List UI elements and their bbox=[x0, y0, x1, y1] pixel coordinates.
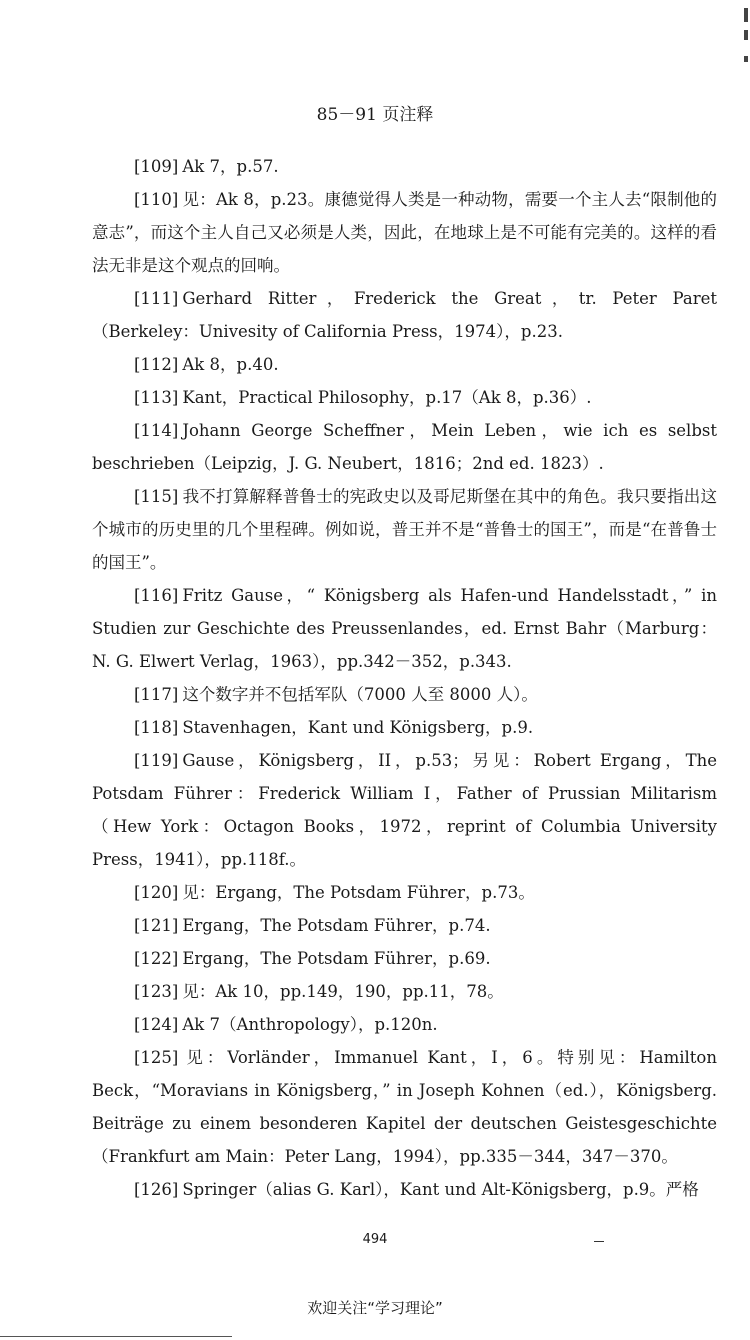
note-text: Gerhard Ritter，Frederick the Great，tr. Peter Paret（Berkeley：Univesity of California Press，1974），p.23. bbox=[92, 289, 717, 341]
note-number: [118] bbox=[134, 718, 179, 737]
footer-note: 欢迎关注“学习理论” bbox=[307, 1299, 443, 1317]
note-text: Springer（alias G. Karl），Kant und Alt-Königsberg，p.9。严格 bbox=[182, 1180, 699, 1199]
note-item bbox=[92, 876, 717, 909]
note-text: 见：Ak 10，pp.149，190，pp.11，78。 bbox=[182, 982, 504, 1001]
note-text: Kant，Practical Philosophy，p.17（Ak 8，p.36）. bbox=[182, 388, 592, 407]
note-number: [121] bbox=[134, 916, 179, 935]
note-text: Gause，Königsberg，II，p.53；另见：Robert Ergang，The Potsdam Führer：Frederick William I，Father of Prussian Militarism（Hew York：Octagon Books，1972，reprint of Columbia University Press，1941），pp.118f.。 bbox=[92, 751, 717, 869]
note-item bbox=[92, 975, 717, 1008]
note-item bbox=[92, 1008, 717, 1041]
note-number: [116] bbox=[134, 586, 179, 605]
note-item bbox=[92, 381, 717, 414]
note-text: 这个数字并不包括军队（7000 人至 8000 人）。 bbox=[182, 685, 538, 704]
note-number: [117] bbox=[134, 685, 179, 704]
note-text: Ergang，The Potsdam Führer，p.74. bbox=[182, 916, 491, 935]
note-number: [122] bbox=[134, 949, 179, 968]
note-number: [119] bbox=[134, 751, 179, 770]
note-text: Ak 7，p.57. bbox=[182, 157, 279, 176]
note-text: Stavenhagen，Kant und Königsberg，p.9. bbox=[182, 718, 534, 737]
note-item bbox=[92, 579, 717, 678]
dash-mark bbox=[594, 1241, 604, 1242]
note-text: 我不打算解释普鲁士的宪政史以及哥尼斯堡在其中的角色。我只要指出这个城市的历史里的几个里程碑。例如说，普王并不是“普鲁士的国王”，而是“在普鲁士的国王”。 bbox=[92, 487, 717, 572]
edge-mark bbox=[744, 30, 748, 40]
note-text: Ak 8，p.40. bbox=[182, 355, 279, 374]
note-item bbox=[92, 282, 717, 348]
note-text: Ergang，The Potsdam Führer，p.69. bbox=[182, 949, 491, 968]
page-title: 85－91 页注释 bbox=[316, 105, 434, 125]
bottom-rule bbox=[0, 1336, 232, 1337]
note-number: [110] bbox=[134, 190, 179, 209]
note-item bbox=[92, 480, 717, 579]
note-item bbox=[92, 183, 717, 282]
note-number: [113] bbox=[134, 388, 179, 407]
note-item bbox=[92, 348, 717, 381]
note-number: [123] bbox=[134, 982, 179, 1001]
note-text: 见：Vorländer，Immanuel Kant，I，6。特别见：Hamilton Beck，“Moravians in Königsberg，” in Joseph Kohnen（ed.），Königsberg. Beiträge zu einem besonderen Kapitel der deutschen Geistesgeschichte（Frankfurt am Main：Peter Lang，1994），pp.335－344，347－370。 bbox=[92, 1048, 717, 1166]
note-text: 见：Ergang，The Potsdam Führer，p.73。 bbox=[182, 883, 535, 902]
note-item bbox=[92, 744, 717, 876]
note-number: [111] bbox=[134, 289, 179, 308]
notes-list bbox=[92, 150, 717, 1206]
edge-mark bbox=[744, 8, 748, 22]
note-item bbox=[92, 909, 717, 942]
note-item bbox=[92, 678, 717, 711]
note-text: Fritz Gause，“ Königsberg als Hafen-und Handelsstadt，” in Studien zur Geschichte des Preussenlandes，ed. Ernst Bahr（Marburg：N. G. Elwert Verlag，1963），pp.342－352，p.343. bbox=[92, 586, 717, 671]
note-text: Ak 7（Anthropology），p.120n. bbox=[182, 1015, 438, 1034]
edge-mark bbox=[744, 56, 748, 62]
note-item bbox=[92, 150, 717, 183]
note-number: [125] bbox=[134, 1048, 179, 1067]
note-item bbox=[92, 1173, 717, 1206]
note-text: 见：Ak 8，p.23。康德觉得人类是一种动物，需要一个主人去“限制他的意志”，而这个主人自己又必须是人类，因此，在地球上是不可能有完美的。这样的看法无非是这个观点的回响。 bbox=[92, 190, 717, 275]
note-item bbox=[92, 942, 717, 975]
page-number: 494 bbox=[362, 1232, 388, 1247]
note-number: [120] bbox=[134, 883, 179, 902]
note-item bbox=[92, 1041, 717, 1173]
note-number: [109] bbox=[134, 157, 179, 176]
note-number: [124] bbox=[134, 1015, 179, 1034]
note-number: [114] bbox=[134, 421, 179, 440]
note-item bbox=[92, 711, 717, 744]
note-item bbox=[92, 414, 717, 480]
note-number: [115] bbox=[134, 487, 179, 506]
note-number: [126] bbox=[134, 1180, 179, 1199]
note-number: [112] bbox=[134, 355, 179, 374]
note-text: Johann George Scheffner，Mein Leben，wie ich es selbst beschrieben（Leipzig，J. G. Neubert，1816；2nd ed. 1823）. bbox=[92, 421, 717, 473]
